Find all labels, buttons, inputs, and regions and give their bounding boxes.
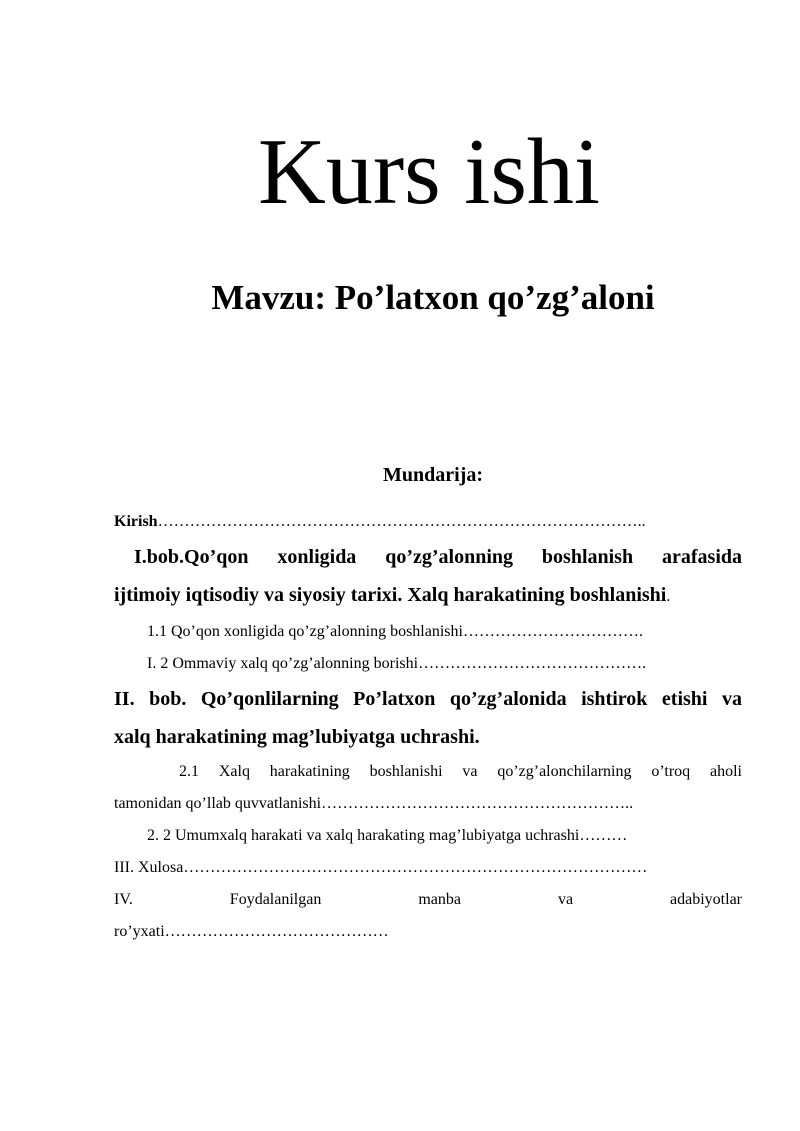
toc-entry-label: Kirish bbox=[114, 513, 158, 530]
toc-leader-dots: ……………………………………. bbox=[418, 655, 647, 672]
toc-section-text: tamonidan qo’llab quvvatlanishi bbox=[114, 795, 322, 812]
toc-entry-sources-line-1: IV. Foydalanilgan manba va adabiyotlar bbox=[114, 891, 742, 908]
toc-section-text: 2. 2 Umumxalq harakati va xalq harakating mag’lubiyatga uchrashi bbox=[147, 827, 580, 844]
toc-entry-label: III. Xulosa bbox=[114, 859, 184, 876]
toc-heading: Mundarija: bbox=[383, 464, 483, 486]
table-of-contents bbox=[114, 506, 742, 948]
toc-section-2-1-line-1: 2.1 Xalq harakatining boshlanishi va qo’zg’alonchilarning o’troq aholi bbox=[179, 763, 742, 780]
toc-chapter-1-line-2 bbox=[114, 576, 742, 616]
toc-section-1-2 bbox=[114, 648, 742, 680]
toc-entry-label: ro’yxati bbox=[114, 923, 165, 940]
toc-leader-dots: …………………………………… bbox=[164, 923, 389, 940]
toc-leader-dots: ………………………………………………….. bbox=[321, 795, 634, 812]
toc-section-2-2 bbox=[114, 820, 742, 852]
toc-section-1-1 bbox=[114, 616, 742, 648]
document-title: Kurs ishi bbox=[257, 120, 601, 224]
toc-chapter-2-line-2: xalq harakatining mag’lubiyatga uchrashi. bbox=[114, 726, 480, 748]
toc-chapter-1-end: . bbox=[666, 588, 671, 605]
toc-leader-dots: …………………………………………………………………………… bbox=[183, 859, 648, 876]
toc-entry-sources-line-2 bbox=[114, 916, 742, 948]
toc-leader-dots: ……………………………. bbox=[462, 623, 643, 640]
toc-entry-conclusion bbox=[114, 852, 742, 884]
toc-entry-intro bbox=[114, 506, 742, 538]
toc-section-text: I. 2 Ommaviy xalq qo’zg’alonning borishi bbox=[147, 655, 419, 672]
toc-leader-dots: ……… bbox=[579, 827, 628, 844]
toc-chapter-1-line-1: I.bob.Qo’qon xonligida qo’zg’alonning boshlanish arafasida bbox=[134, 546, 742, 568]
toc-chapter-1-text: ijtimoiy iqtisodiy va siyosiy tarixi. Xalq harakatining boshlanishi bbox=[114, 584, 667, 606]
toc-chapter-2-line-1: II. bob. Qo’qonlilarning Po’latxon qo’zg’alonida ishtirok etishi va bbox=[114, 688, 742, 710]
document-subtitle: Mavzu: Po’latxon qo’zg’aloni bbox=[211, 278, 655, 317]
toc-section-2-1-line-2 bbox=[114, 788, 742, 820]
toc-leader-dots: ……………………………………………………………………………….. bbox=[157, 513, 646, 530]
toc-section-text: 1.1 Qo’qon xonligida qo’zg’alonning boshlanishi bbox=[147, 623, 463, 640]
